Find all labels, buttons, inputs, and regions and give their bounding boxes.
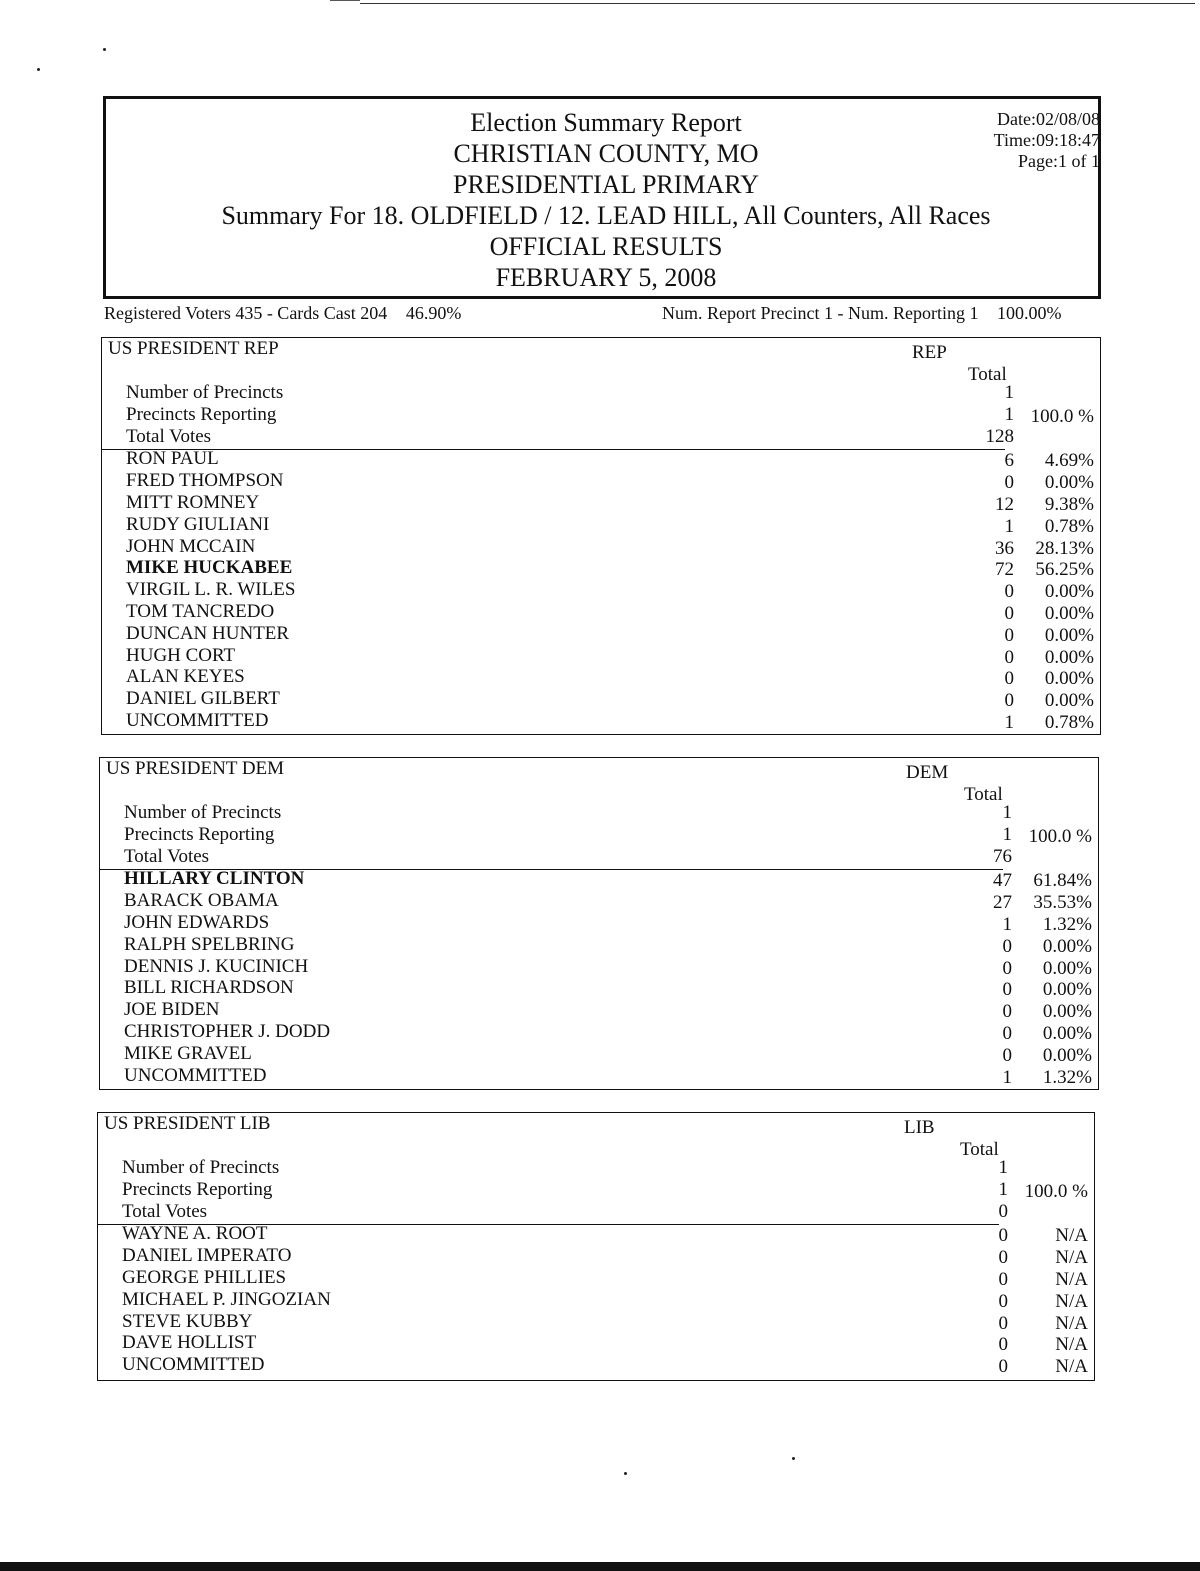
- stat-row: [102, 426, 1100, 448]
- stat-value: 1: [1002, 823, 1012, 845]
- candidate-percent: 0.00%: [1042, 1044, 1092, 1066]
- candidate-percent: 0.00%: [1044, 581, 1094, 603]
- stat-row: [100, 846, 1098, 868]
- candidate-row: [100, 934, 1098, 956]
- reporting-percent: 100.00%: [996, 303, 1062, 323]
- candidate-votes: 1: [1004, 515, 1014, 537]
- stat-percent: 100.0 %: [1028, 825, 1092, 847]
- county-name: CHRISTIAN COUNTY, MO: [453, 139, 759, 168]
- candidate-name: VIRGIL L. R. WILES: [126, 579, 296, 601]
- candidate-percent: N/A: [1055, 1312, 1088, 1334]
- candidate-votes: 0: [1004, 581, 1014, 603]
- candidate-votes: 1: [1004, 712, 1014, 733]
- scan-mark: [360, 3, 1195, 4]
- candidate-votes: 0: [1002, 935, 1012, 957]
- race-title: US PRESIDENT REP: [108, 338, 279, 359]
- candidate-name: JOHN MCCAIN: [126, 535, 256, 557]
- candidate-row: [98, 1332, 1094, 1354]
- stat-value: 1: [1004, 403, 1014, 425]
- candidate-percent: N/A: [1055, 1290, 1088, 1312]
- candidate-votes: 12: [995, 494, 1014, 515]
- candidate-votes: 0: [1004, 624, 1014, 646]
- candidate-row: [100, 1021, 1098, 1043]
- stat-percent: 100.0 %: [1030, 405, 1094, 427]
- candidate-name: UNCOMMITTED: [124, 1064, 267, 1086]
- candidate-row: [102, 623, 1100, 645]
- candidate-name: ALAN KEYES: [126, 666, 245, 688]
- candidate-name: JOE BIDEN: [124, 999, 220, 1021]
- stat-label: Number of Precincts: [126, 382, 284, 403]
- candidate-percent: 1.32%: [1042, 914, 1092, 935]
- candidate-name: BARACK OBAMA: [124, 890, 279, 912]
- stat-row: [100, 802, 1098, 824]
- candidate-row: [98, 1289, 1094, 1311]
- stat-label: Precincts Reporting: [124, 823, 275, 845]
- candidate-name: FRED THOMPSON: [126, 470, 284, 492]
- stat-value: 1: [1004, 382, 1014, 403]
- party-label: LIB: [904, 1117, 935, 1138]
- candidate-name: UNCOMMITTED: [122, 1354, 265, 1376]
- candidate-row: [98, 1245, 1094, 1267]
- candidate-percent: 61.84%: [1033, 870, 1092, 892]
- candidate-percent: 0.00%: [1044, 603, 1094, 624]
- candidate-percent: 9.38%: [1044, 494, 1094, 515]
- candidate-votes: 0: [1002, 1023, 1012, 1044]
- candidate-row: [102, 579, 1100, 601]
- candidate-name: RALPH SPELBRING: [124, 933, 295, 955]
- candidate-row: [102, 710, 1100, 732]
- candidate-votes: 72: [995, 559, 1014, 581]
- candidate-percent: 0.00%: [1044, 472, 1094, 494]
- stat-value: 1: [1002, 802, 1012, 823]
- candidate-name: DUNCAN HUNTER: [126, 622, 290, 644]
- stat-value: 0: [998, 1200, 1008, 1222]
- candidate-name: BILL RICHARDSON: [124, 977, 294, 999]
- candidate-percent: 35.53%: [1033, 892, 1092, 914]
- candidate-votes: 1: [1002, 914, 1012, 935]
- stat-label: Total Votes: [122, 1200, 208, 1222]
- candidate-votes: 0: [1004, 668, 1014, 690]
- stat-value: 1: [998, 1157, 1008, 1178]
- candidate-percent: 0.00%: [1044, 646, 1094, 668]
- election-name: PRESIDENTIAL PRIMARY: [452, 170, 759, 199]
- scan-speck: [37, 68, 40, 71]
- stat-percent: 100.0 %: [1024, 1180, 1088, 1202]
- stat-label: Number of Precincts: [122, 1157, 280, 1178]
- candidate-percent: 0.00%: [1042, 935, 1092, 957]
- stat-row: [98, 1201, 1094, 1223]
- candidate-percent: 0.00%: [1042, 1023, 1092, 1044]
- candidate-name: JOHN EDWARDS: [124, 912, 270, 933]
- candidate-name: DANIEL IMPERATO: [122, 1245, 292, 1267]
- stat-value: 76: [993, 845, 1012, 867]
- race-title: US PRESIDENT LIB: [104, 1113, 271, 1134]
- candidate-percent: N/A: [1055, 1269, 1088, 1290]
- candidate-row: [102, 645, 1100, 667]
- candidate-name: MITT ROMNEY: [126, 492, 260, 513]
- candidate-votes: 1: [1002, 1066, 1012, 1088]
- candidate-name: HUGH CORT: [126, 644, 236, 666]
- scan-speck: [103, 48, 106, 51]
- candidate-row: [98, 1354, 1094, 1376]
- scan-speck: [792, 1457, 795, 1460]
- candidate-votes: 0: [1002, 1001, 1012, 1023]
- candidate-percent: 0.00%: [1044, 668, 1094, 690]
- stat-label: Number of Precincts: [124, 802, 282, 823]
- candidate-row: [102, 470, 1100, 492]
- candidate-row: [102, 536, 1100, 558]
- candidate-row: [100, 977, 1098, 999]
- stat-value: 1: [998, 1178, 1008, 1200]
- results-status: OFFICIAL RESULTS: [489, 232, 723, 261]
- candidate-name: DENNIS J. KUCINICH: [124, 955, 309, 977]
- candidate-name: CHRISTOPHER J. DODD: [124, 1021, 331, 1042]
- total-column-header: Total: [960, 1139, 999, 1160]
- candidate-votes: 0: [998, 1247, 1008, 1269]
- turnout-summary: [104, 303, 461, 324]
- summary-scope: Summary For 18. OLDFIELD / 12. LEAD HILL, All Counters, All Races: [221, 201, 991, 230]
- candidate-row: [102, 557, 1100, 579]
- race-table: [101, 337, 1101, 735]
- candidate-votes: 0: [1004, 603, 1014, 624]
- race-table: [97, 1112, 1095, 1381]
- stat-row: [102, 404, 1100, 426]
- stat-label: Precincts Reporting: [122, 1178, 273, 1200]
- scan-mark: [330, 0, 360, 1]
- candidate-row: [100, 1043, 1098, 1065]
- candidate-votes: 0: [998, 1312, 1008, 1334]
- candidate-name: MICHAEL P. JINGOZIAN: [122, 1288, 331, 1310]
- candidate-name: RON PAUL: [126, 448, 219, 470]
- turnout-percent: 46.90%: [405, 303, 462, 323]
- candidate-name: UNCOMMITTED: [126, 710, 269, 731]
- stat-value: 128: [985, 425, 1014, 447]
- candidate-percent: 0.78%: [1044, 712, 1094, 733]
- candidate-name: GEORGE PHILLIES: [122, 1267, 287, 1288]
- candidate-votes: 0: [1004, 690, 1014, 712]
- race-table: [99, 757, 1099, 1090]
- party-label: DEM: [906, 762, 949, 783]
- candidate-percent: N/A: [1055, 1225, 1088, 1247]
- candidate-percent: N/A: [1055, 1247, 1088, 1269]
- candidate-name: HILLARY CLINTON: [124, 868, 305, 890]
- candidate-percent: 0.00%: [1042, 979, 1092, 1001]
- turnout-text: Registered Voters 435 - Cards Cast 204: [104, 303, 388, 323]
- candidate-percent: 0.00%: [1044, 624, 1094, 646]
- candidate-row: [100, 956, 1098, 978]
- scan-bottom-edge: [0, 1562, 1200, 1571]
- candidate-votes: 0: [998, 1356, 1008, 1378]
- reporting-summary: [662, 303, 1061, 324]
- party-label: REP: [912, 342, 947, 363]
- page-number: Page:1 of 1: [1018, 151, 1100, 171]
- candidate-percent: 0.00%: [1044, 690, 1094, 712]
- candidate-percent: 0.00%: [1042, 957, 1092, 979]
- report-title-block: [106, 107, 1106, 293]
- candidate-percent: N/A: [1055, 1356, 1088, 1378]
- candidate-percent: 0.78%: [1044, 515, 1094, 537]
- candidate-row: [102, 448, 1100, 470]
- candidate-votes: 0: [998, 1334, 1008, 1356]
- candidate-row: [100, 1065, 1098, 1087]
- candidate-row: [100, 890, 1098, 912]
- candidate-votes: 47: [993, 870, 1012, 892]
- candidate-votes: 27: [993, 892, 1012, 914]
- race-title: US PRESIDENT DEM: [106, 758, 285, 779]
- candidate-percent: 4.69%: [1044, 450, 1094, 472]
- candidate-row: [100, 912, 1098, 934]
- candidate-votes: 6: [1004, 450, 1014, 472]
- candidate-name: RUDY GIULIANI: [126, 513, 270, 535]
- reporting-text: Num. Report Precinct 1 - Num. Reporting 1: [662, 303, 979, 323]
- scan-speck: [624, 1472, 627, 1475]
- report-meta: [994, 109, 1100, 172]
- candidate-row: [102, 514, 1100, 536]
- candidate-votes: 0: [1002, 1044, 1012, 1066]
- candidate-votes: 0: [1002, 957, 1012, 979]
- candidate-name: TOM TANCREDO: [126, 601, 275, 622]
- stat-row: [102, 382, 1100, 404]
- report-header: [103, 96, 1101, 299]
- candidate-percent: 56.25%: [1035, 559, 1094, 581]
- election-date: FEBRUARY 5, 2008: [495, 263, 717, 292]
- stat-row: [98, 1179, 1094, 1201]
- report-title: Election Summary Report: [470, 108, 742, 137]
- candidate-row: [100, 999, 1098, 1021]
- candidate-votes: 0: [1004, 646, 1014, 668]
- candidate-votes: 0: [1004, 472, 1014, 494]
- stat-label: Precincts Reporting: [126, 403, 277, 425]
- report-date: Date:02/08/08: [997, 109, 1100, 129]
- report-time: Time:09:18:47: [993, 130, 1100, 150]
- candidate-votes: 0: [998, 1290, 1008, 1312]
- candidate-percent: 28.13%: [1035, 537, 1094, 559]
- candidate-name: MIKE HUCKABEE: [126, 557, 293, 579]
- candidate-votes: 0: [998, 1269, 1008, 1290]
- stat-label: Total Votes: [124, 845, 210, 867]
- total-column-header: Total: [968, 364, 1007, 385]
- candidate-votes: 0: [1002, 979, 1012, 1001]
- candidate-votes: 0: [998, 1225, 1008, 1247]
- candidate-percent: N/A: [1055, 1334, 1088, 1356]
- candidate-row: [98, 1223, 1094, 1245]
- candidate-percent: 1.32%: [1042, 1066, 1092, 1088]
- candidate-name: WAYNE A. ROOT: [122, 1223, 268, 1245]
- candidate-name: DANIEL GILBERT: [126, 688, 280, 710]
- candidate-name: STEVE KUBBY: [122, 1310, 253, 1332]
- scan-top-rule: [0, 0, 1200, 6]
- stat-row: [100, 824, 1098, 846]
- stat-row: [98, 1157, 1094, 1179]
- candidate-row: [102, 601, 1100, 623]
- total-column-header: Total: [964, 784, 1003, 805]
- candidate-row: [98, 1267, 1094, 1289]
- stat-label: Total Votes: [126, 425, 212, 447]
- candidate-row: [102, 492, 1100, 514]
- candidate-votes: 36: [995, 537, 1014, 559]
- candidate-percent: 0.00%: [1042, 1001, 1092, 1023]
- candidate-row: [102, 666, 1100, 688]
- candidate-name: DAVE HOLLIST: [122, 1332, 257, 1354]
- candidate-name: MIKE GRAVEL: [124, 1042, 252, 1064]
- candidate-row: [102, 688, 1100, 710]
- candidate-row: [100, 868, 1098, 890]
- candidate-row: [98, 1311, 1094, 1333]
